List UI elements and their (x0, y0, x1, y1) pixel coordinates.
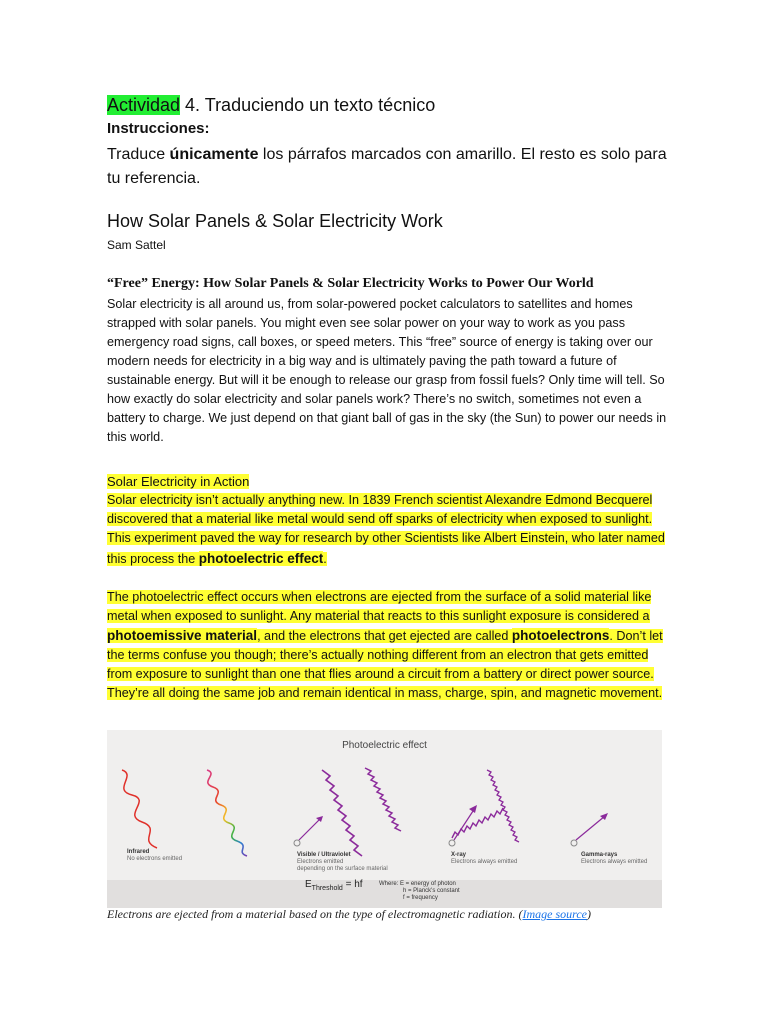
p2-text-c: . Don’t let the terms confuse you though; there’s actually nothing different from an electron that gets emitted from exposure to sunlight than one that flies around a circuit from a battery or direct power source. They’re all doing the same job and remain identical in mass, charge, spin, and magnetic movement. (107, 628, 663, 700)
electron-gamma-arrow (576, 816, 605, 840)
uv-wave (322, 770, 362, 856)
image-source-link[interactable]: Image source (522, 907, 588, 921)
p1-bold-term: photoelectric effect (198, 550, 324, 566)
label-infrared: Infrared No electrons emitted (127, 849, 183, 862)
caption-text: Electrons are ejected from a material based on the type of electromagnetic radiation. ( (107, 907, 523, 921)
p2-bold-term-2: photoelectrons (511, 627, 610, 643)
p2-text-b: , and the electrons that get ejected are called (257, 628, 512, 643)
p1-text: Solar electricity isn’t actually anything new. In 1839 French scientist Alexandre Edmond Becquerel discovered that a material like metal would send off sparks of electricity when exposed to sunlight. This experiment paved the way for research by other Scientists like Albert Einstein, who later named this process (107, 493, 665, 566)
highlighted-paragraph-2 (107, 588, 667, 703)
article-subtitle: “Free” Energy: How Solar Panels & Solar Electricity Works to Power Our World (107, 276, 594, 291)
electron-xray-icon (449, 840, 455, 846)
gamma-wave-down (487, 770, 519, 842)
photoelectric-figure (107, 730, 662, 908)
instructions-pre: Traduce (107, 146, 170, 163)
p2-text-a: The photoelectric effect occurs when electrons are ejected from the surface of a solid material like metal when exposed to sunlight. Any material that reacts to this sunlight exposure is considered a (107, 589, 652, 623)
formula-legend: Where: E = energy of photon h = Planck's constant f = frequency (379, 881, 460, 901)
activity-heading (107, 93, 667, 117)
highlighted-paragraph-1 (107, 491, 667, 569)
infrared-wave (122, 770, 157, 848)
document-content (107, 93, 667, 703)
gamma-wave-up (452, 808, 503, 838)
caption-end: ) (587, 907, 592, 921)
figure-title: Photoelectric effect (342, 740, 427, 751)
electron-visible-arrow (299, 818, 321, 840)
visible-wave (207, 770, 247, 856)
electron-visible-icon (294, 840, 300, 846)
p1-end: . (323, 551, 327, 566)
label-visible: Visible / Ultraviolet Electrons emitted depending on the surface material (297, 852, 388, 872)
activity-title: 4. Traduciendo un texto técnico (180, 95, 436, 115)
electron-gamma-icon (571, 840, 577, 846)
p2-bold-term-1: photoemissive material (107, 627, 258, 643)
instructions-label: Instrucciones: (107, 120, 210, 137)
threshold-formula: $E_{Threshold}$ = hf (305, 879, 363, 892)
instructions-post: los párrafos marcados con amarillo. El resto es solo para tu referencia. (107, 146, 667, 187)
label-gamma: Gamma-rays Electrons always emitted (581, 852, 648, 865)
xray-wave (365, 768, 401, 831)
label-xray: X-ray Electrons always emitted (451, 852, 518, 865)
instructions-text (107, 143, 667, 191)
section-heading-text: Solar Electricity in Action (107, 474, 250, 489)
instructions-bold: únicamente (169, 146, 259, 163)
figure-caption (107, 906, 667, 922)
intro-paragraph: Solar electricity is all around us, from solar-powered pocket calculators to satellites and homes strapped with solar panels. You might even see solar power on your way to work as you pass emergency road signs, call boxes, or speed meters. This “free” source of energy is taking over our modern needs for electricity in a big way and is ultimately paving the path toward a future of sustainable energy. But will it be enough to release our grasp from fossil fuels? Only time will tell. So how exactly do solar electricity and solar panels work? There’s no switch, sometimes not even a battery to charge. We just depend on that giant ball of gas in the sky (the Sun) to power our needs in this world. (107, 297, 667, 444)
section-heading (107, 472, 667, 491)
activity-label: Actividad (107, 95, 181, 115)
article-author: Sam Sattel (107, 238, 166, 252)
article-title: How Solar Panels & Solar Electricity Work (107, 211, 443, 231)
p1-the: the (177, 551, 199, 566)
